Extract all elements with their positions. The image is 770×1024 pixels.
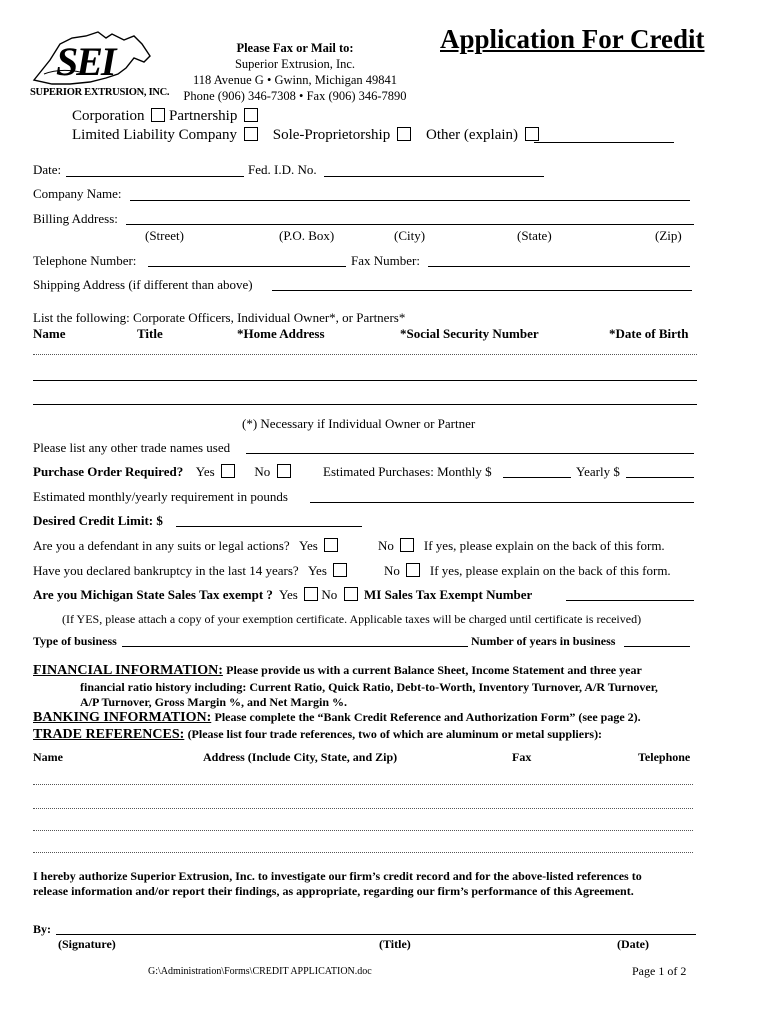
other-label: Other (explain) (425, 127, 519, 143)
tax-exempt-number-label: MI Sales Tax Exempt Number (364, 587, 533, 602)
financial-text-2: financial ratio history including: Current Ratio, Quick Ratio, Debt-to-Worth, Inventory Turnover, A/R Turnover, (80, 680, 658, 694)
business-type-field[interactable] (122, 646, 468, 647)
shipping-address-label: Shipping Address (if different than above) (33, 277, 253, 292)
date-field[interactable] (66, 176, 244, 177)
tax-exempt-note: (If YES, please attach a copy of your exemption certificate. Applicable taxes will be charged until certificate is received) (62, 612, 642, 626)
defendant-yes-label: Yes (298, 538, 318, 553)
bullet: • (266, 73, 272, 87)
defendant-explain: If yes, please explain on the back of this form. (423, 538, 665, 553)
tax-no-label: No (321, 587, 338, 602)
mailing-phone: Phone (906) 346-7308 (183, 89, 296, 103)
fax-number-field[interactable] (428, 266, 690, 267)
bankruptcy-question: Have you declared bankruptcy in the last 14 years? (33, 563, 299, 578)
po-yes-label: Yes (195, 464, 215, 479)
defendant-no-label: No (378, 538, 394, 553)
addr-zip-caption: (Zip) (655, 228, 682, 243)
estimated-monthly-field[interactable] (503, 477, 571, 478)
corporation-checkbox[interactable] (151, 108, 165, 122)
shipping-address-field[interactable] (272, 290, 692, 291)
trade-names-field[interactable] (246, 453, 694, 454)
officers-intro: List the following: Corporate Officers, Individual Owner*, or Partners* (33, 310, 406, 325)
trade-col-fax: Fax (512, 750, 532, 764)
yearly-label: Yearly $ (576, 464, 620, 479)
addr-city-caption: (City) (394, 228, 426, 243)
tax-no-checkbox[interactable] (344, 587, 358, 601)
telephone-label: Telephone Number: (33, 253, 137, 268)
trade-row-line[interactable] (33, 808, 693, 809)
estimated-purchases-label: Estimated Purchases: Monthly $ (323, 464, 492, 479)
authorization-line-1: I hereby authorize Superior Extrusion, Inc. to investigate our firm’s credit record and for the above-listed references to (33, 869, 642, 883)
defendant-no-checkbox[interactable] (400, 538, 414, 552)
officers-note: (*) Necessary if Individual Owner or Partner (242, 416, 476, 431)
estimated-requirement-field[interactable] (310, 502, 694, 503)
trade-col-name: Name (33, 750, 63, 764)
bankruptcy-yes-label: Yes (307, 563, 327, 578)
bankruptcy-explain: If yes, please explain on the back of this form. (429, 563, 671, 578)
sole-proprietorship-checkbox[interactable] (397, 127, 411, 141)
trade-references-text: (Please list four trade references, two of which are aluminum or metal suppliers): (187, 727, 603, 741)
other-explain-line[interactable] (534, 142, 674, 143)
fed-id-field[interactable] (324, 176, 544, 177)
financial-info-line-1 (33, 662, 642, 679)
defendant-no-group (378, 538, 665, 554)
financial-text-1: Please provide us with a current Balance Sheet, Income Statement and three year (226, 663, 642, 677)
defendant-row (33, 538, 338, 554)
page-title: Application For Credit (440, 24, 705, 54)
banking-info-line (33, 709, 641, 726)
financial-text-3: A/P Turnover, Gross Margin %, and Net Margin %. (80, 695, 348, 709)
signature-caption: (Signature) (58, 937, 116, 951)
date-caption: (Date) (617, 937, 649, 951)
tax-yes-label: Yes (278, 587, 298, 602)
llc-label: Limited Liability Company (72, 127, 237, 143)
trade-references-heading: TRADE REFERENCES: (33, 727, 185, 742)
entity-type-row-2 (72, 127, 539, 144)
trade-row-line[interactable] (33, 830, 693, 831)
defendant-question: Are you a defendant in any suits or legal actions? (33, 538, 290, 553)
tax-exempt-row (33, 587, 532, 603)
defendant-yes-checkbox[interactable] (324, 538, 338, 552)
sole-proprietorship-label: Sole-Proprietorship (272, 127, 391, 143)
tax-exempt-question: Are you Michigan State Sales Tax exempt ? (33, 587, 273, 602)
telephone-field[interactable] (148, 266, 346, 267)
mailing-fax: Fax (906) 346-7890 (306, 89, 407, 103)
officers-col-dob: *Date of Birth (609, 326, 689, 341)
fed-id-label: Fed. I.D. No. (248, 162, 317, 177)
billing-address-label: Billing Address: (33, 211, 118, 226)
officer-row-line[interactable] (33, 354, 697, 355)
banking-text: Please complete the “Bank Credit Reference and Authorization Form” (see page 2). (214, 710, 641, 724)
bankruptcy-no-label: No (384, 563, 400, 578)
mailing-address (170, 72, 420, 88)
other-checkbox[interactable] (525, 127, 539, 141)
estimated-requirement-label: Estimated monthly/yearly requirement in pounds (33, 489, 288, 504)
logo-company-name: SUPERIOR EXTRUSION, INC. (30, 87, 170, 98)
officers-col-ssn: *Social Security Number (400, 326, 539, 341)
logo-letters: SEI (56, 39, 115, 84)
addr-state-caption: (State) (517, 228, 552, 243)
footer-file-path: G:\Administration\Forms\CREDIT APPLICATION.doc (148, 966, 372, 977)
mailing-company: Superior Extrusion, Inc. (234, 57, 356, 71)
financial-heading: FINANCIAL INFORMATION: (33, 663, 223, 678)
addr-pobox-caption: (P.O. Box) (279, 228, 335, 243)
by-label: By: (33, 922, 51, 936)
date-label: Date: (33, 162, 62, 177)
credit-limit-label: Desired Credit Limit: $ (33, 513, 163, 528)
officer-row-line[interactable] (33, 380, 697, 381)
fax-mail-label: Please Fax or Mail to: (236, 41, 354, 55)
purchase-order-row (33, 464, 291, 480)
tax-yes-checkbox[interactable] (304, 587, 318, 601)
company-name-label: Company Name: (33, 186, 122, 201)
llc-checkbox[interactable] (244, 127, 258, 141)
trade-references-line (33, 726, 602, 743)
title-caption: (Title) (379, 937, 411, 951)
banking-heading: BANKING INFORMATION: (33, 710, 212, 725)
signature-line[interactable] (56, 934, 696, 935)
trade-col-telephone: Telephone (638, 750, 691, 764)
addr-street-caption: (Street) (145, 228, 184, 243)
estimated-yearly-field[interactable] (626, 477, 694, 478)
tax-exempt-number-field[interactable] (566, 600, 694, 601)
po-no-checkbox[interactable] (277, 464, 291, 478)
trade-row-line[interactable] (33, 852, 693, 853)
billing-address-field[interactable] (126, 224, 694, 225)
mailing-phone-fax (170, 88, 420, 104)
credit-limit-field[interactable] (176, 526, 362, 527)
purchase-order-label: Purchase Order Required? (33, 464, 184, 479)
footer-page-number: Page 1 of 2 (632, 964, 687, 978)
officers-col-name: Name (33, 326, 66, 341)
trade-names-label: Please list any other trade names used (33, 440, 231, 455)
partnership-label: Partnership (169, 108, 238, 124)
corporation-label: Corporation (72, 108, 145, 124)
years-in-business-label: Number of years in business (471, 634, 616, 648)
po-yes-checkbox[interactable] (221, 464, 235, 478)
bankruptcy-no-checkbox[interactable] (406, 563, 420, 577)
trade-row-line[interactable] (33, 784, 693, 785)
fax-number-label: Fax Number: (351, 253, 420, 268)
company-name-field[interactable] (130, 200, 690, 201)
officers-col-home-address: *Home Address (237, 326, 325, 341)
mailing-block (170, 40, 420, 104)
officers-col-title: Title (137, 326, 163, 341)
partnership-checkbox[interactable] (244, 108, 258, 122)
mailing-city: Gwinn, Michigan 49841 (274, 73, 398, 87)
entity-type-row-1 (72, 108, 258, 125)
trade-col-address: Address (Include City, State, and Zip) (203, 750, 398, 764)
officer-row-line[interactable] (33, 404, 697, 405)
authorization-line-2: release information and/or report their findings, as appropriate, regarding our firm’s performance of this Agreement. (33, 884, 634, 898)
bullet: • (299, 89, 304, 103)
company-logo (30, 30, 170, 102)
business-type-label: Type of business (33, 634, 117, 648)
years-in-business-field[interactable] (624, 646, 690, 647)
bankruptcy-yes-checkbox[interactable] (333, 563, 347, 577)
bankruptcy-no-group (384, 563, 671, 579)
bankruptcy-row (33, 563, 347, 579)
po-no-label: No (254, 464, 271, 479)
mailing-street: 118 Avenue G (192, 73, 264, 87)
